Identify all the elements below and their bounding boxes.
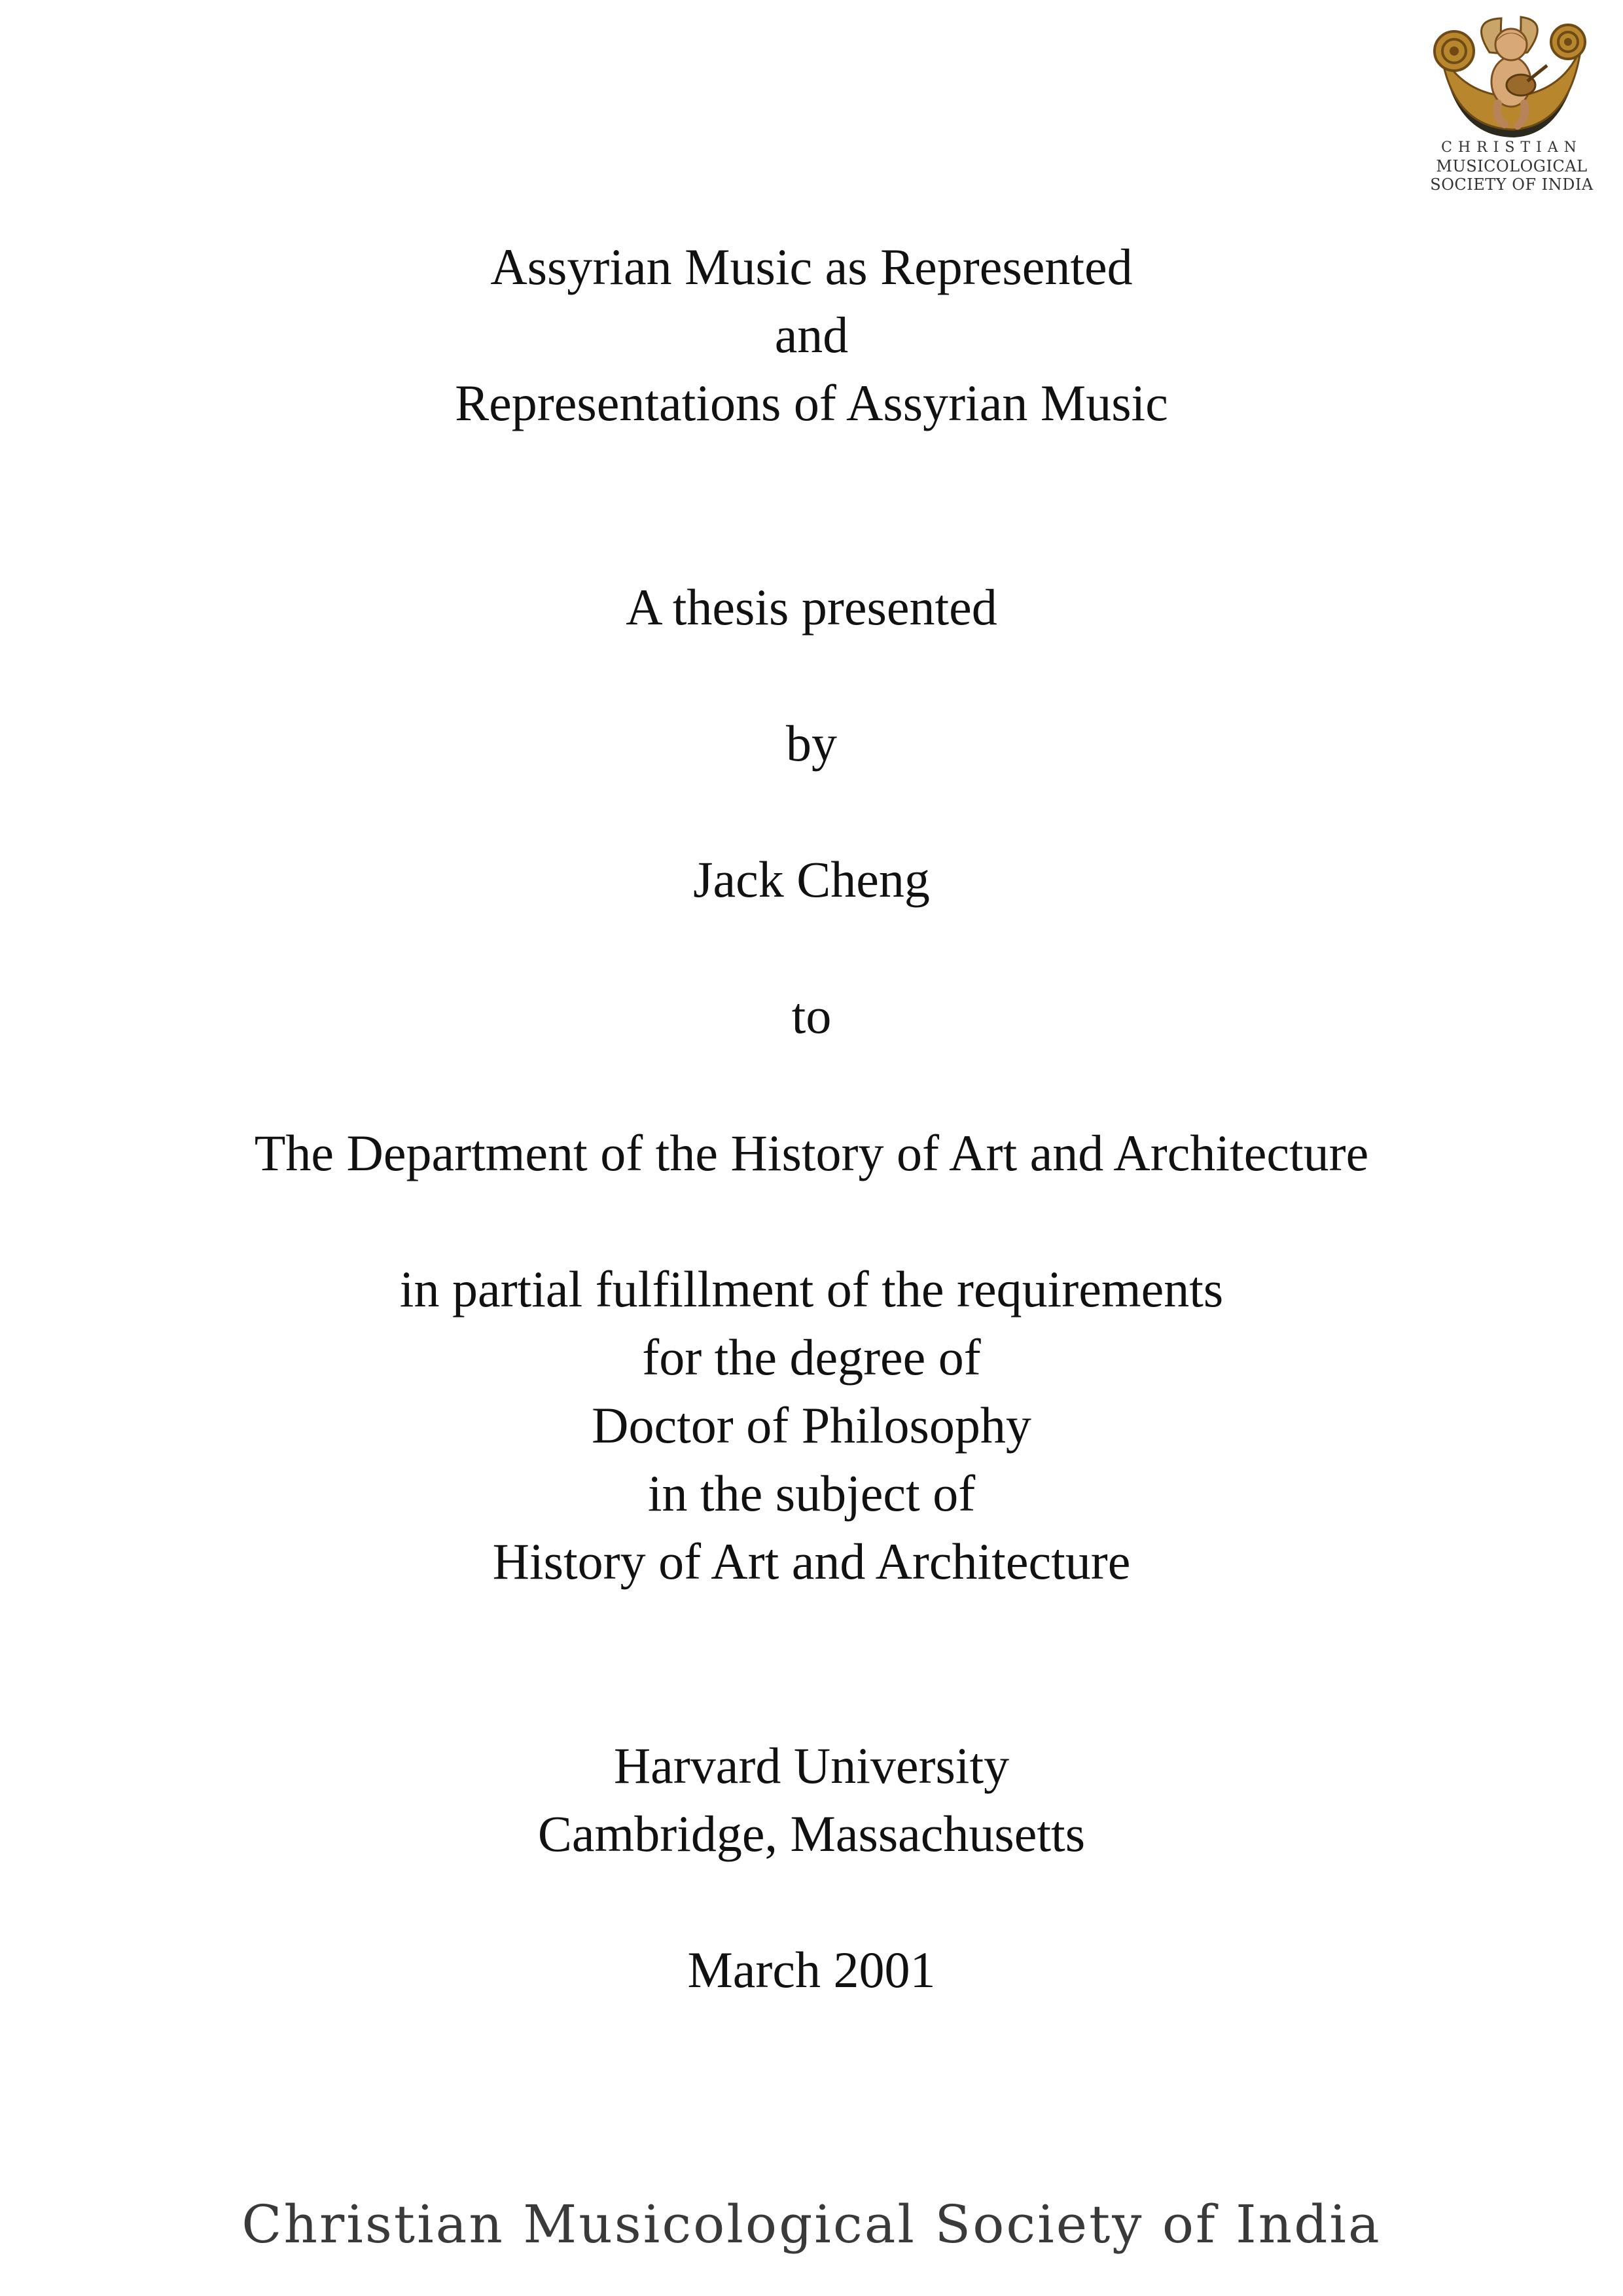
fulfillment-line-4: in the subject of (647, 1465, 976, 1522)
department-name: The Department of the History of Art and Architecture (254, 1124, 1369, 1181)
fulfillment-line-3: Doctor of Philosophy (592, 1397, 1031, 1454)
angel-emblem-icon (1429, 13, 1586, 144)
fulfillment-line-1: in partial fulfillment of the requirements (399, 1261, 1224, 1318)
fulfillment-line-5: History of Art and Architecture (492, 1533, 1131, 1590)
logo-line-musicological: MUSICOLOGICAL (1436, 157, 1588, 175)
title-line-1: Assyrian Music as Represented (490, 238, 1133, 295)
society-logo (1420, 13, 1603, 203)
thesis-date: March 2001 (687, 1941, 936, 1998)
institution-name: Harvard University (613, 1737, 1010, 1794)
fulfillment-line-2: for the degree of (642, 1329, 981, 1386)
society-logo-text (1420, 139, 1603, 194)
author-name: Jack Cheng (693, 851, 930, 908)
logo-line-society: SOCIETY OF INDIA (1430, 175, 1594, 194)
footer-society-name: Christian Musicological Society of India (241, 2194, 1382, 2255)
title-line-2: and (774, 306, 849, 363)
title-line-3: Representations of Assyrian Music (455, 374, 1168, 431)
to-text: to (791, 987, 832, 1044)
thesis-presented: A thesis presented (626, 579, 997, 636)
by-text: by (786, 715, 837, 772)
logo-line-christian: CHRISTIAN (1441, 139, 1582, 156)
institution-location: Cambridge, Massachusetts (537, 1805, 1086, 1862)
